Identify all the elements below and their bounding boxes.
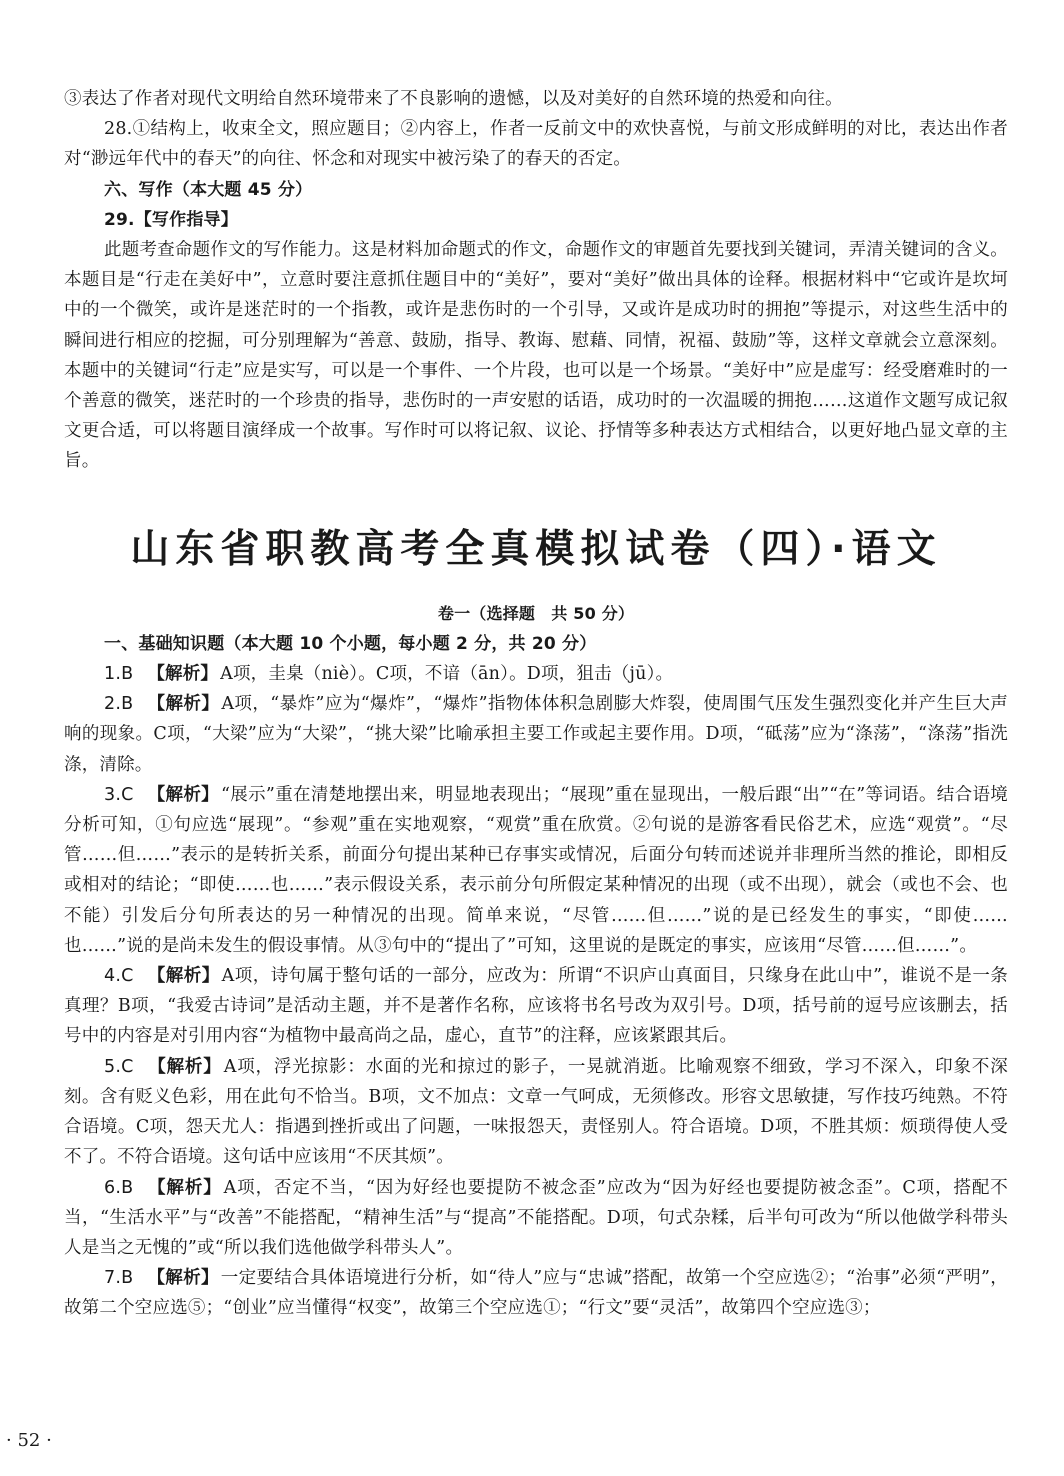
answer-number: 2.B [104, 694, 134, 715]
answer-number: 6.B [104, 1177, 134, 1198]
answer-item [64, 961, 1008, 1052]
answer-item [64, 1052, 1008, 1173]
answer-text: A项，“暴炸”应为“爆炸”，“爆炸”指物体体积急剧膨大炸裂，使周围气压发生强烈变化并产生巨大声响的现象。C项，“大梁”应为“大梁”，“挑大梁”比喻承担主要工作或起主要作用。D项，“砥荡”应为“涤荡”，“涤荡”指洗涤，清除。 [64, 694, 1008, 775]
answer-text: A项，诗句属于整句话的一部分，应改为：所谓“不识庐山真面目，只缘身在此山中”，谁说不是一条真理？B项，“我爱古诗词”是活动主题，并不是著作名称，应该将书名号改为双引号。D项，括号前的逗号应该删去，括号中的内容是对引用内容“为植物中最高尚之品，虚心，直节”的注释，应该紧跟其后。 [64, 966, 1008, 1047]
analysis-tag: 【解析】 [147, 694, 220, 715]
analysis-tag: 【解析】 [147, 664, 219, 685]
answer-item [64, 659, 1008, 689]
section-1-heading: 一、基础知识题（本大题 10 个小题，每小题 2 分，共 20 分） [104, 633, 597, 654]
answer-text: 一定要结合具体语境进行分析，如“待人”应与“忠诚”搭配，故第一个空应选②；“治事”必须“严明”，故第二个空应选⑤；“创业”应当懂得“权变”，故第三个空应选①；“行文”要“灵活”，故第四个空应选③； [64, 1268, 1008, 1319]
answer-28: 28.①结构上，收束全文，照应题目；②内容上，作者一反前文中的欢快喜悦，与前文形成鲜明的对比，表达出作者对“渺远年代中的春天”的向往、怀念和对现实中被污染了的春天的否定。 [64, 119, 1008, 170]
answer-item [64, 1173, 1008, 1264]
answer-27-part3: ③表达了作者对现代文明给自然环境带来了不良影响的遗憾，以及对美好的自然环境的热爱和向往。 [64, 89, 843, 109]
page-number: · 52 · [6, 1430, 52, 1451]
answer-item [64, 1263, 1008, 1323]
exam-title: 山东省职教高考全真模拟试卷（四）·语文 [130, 526, 942, 572]
answer-number: 3.C [104, 784, 134, 805]
analysis-tag: 【解析】 [147, 1268, 219, 1289]
analysis-tag: 【解析】 [147, 1056, 222, 1077]
answer-number: 1.B [104, 664, 134, 685]
answer-number: 7.B [104, 1268, 134, 1289]
answer-item [64, 689, 1008, 780]
analysis-tag: 【解析】 [147, 784, 219, 805]
answer-text: “展示”重在清楚地摆出来，明显地表现出；“展现”重在显现出，一般后跟“出”“在”等词语。结合语境分析可知，①句应选“展现”。“参观”重在实地观察，“观赏”重在欣赏。②句说的是游客看民俗艺术，应选“观赏”。“尽管……但……”表示的是转折关系，前面分句提出某种已存事实或情况，后面分句转而述说并非理所当然的推论，即相反或相对的结论；“即使……也……”表示假设关系，表示前分句所假定某种情况的出现（或不出现），就会（或也不会、也不能）引发后分句所表达的另一种情况的出现。简单来说，“尽管……但……”说的是已经发生的事实，“即使……也……”说的是尚未发生的假设事情。从③句中的“提出了”可知，这里说的是既定的事实，应该用“尽管……但……”。 [64, 784, 1008, 956]
answer-text: A项，圭臬（niè）。C项，不谙（ān）。D项，狙击（jū）。 [220, 664, 674, 685]
analysis-tag: 【解析】 [147, 966, 220, 987]
answer-number: 5.C [104, 1056, 134, 1077]
page-content [64, 84, 1008, 1324]
answer-text: A项，否定不当，“因为好经也要提防不被念歪”应改为“因为好经也要提防被念歪”。C项，搭配不当，“生活水平”与“改善”不能搭配，“精神生活”与“提高”不能搭配。D项，句式杂糅，后半句可改为“所以他做学科带头人是当之无愧的”或“所以我们选他做学科带头人”。 [64, 1177, 1008, 1258]
volume-heading: 卷一（选择题 共 50 分） [437, 603, 635, 623]
analysis-tag: 【解析】 [147, 1177, 222, 1198]
section-6-heading: 六、写作（本大题 45 分） [104, 179, 313, 200]
answer-number: 4.C [104, 966, 134, 987]
answer-item [64, 780, 1008, 961]
question-29-guidance: 此题考查命题作文的写作能力。这是材料加命题式的作文，命题作文的审题首先要找到关键词，弄清关键词的含义。本题目是“行走在美好中”，立意时要注意抓住题目中的“美好”，要对“美好”做出具体的诠释。根据材料中“它或许是坎坷中的一个微笑，或许是迷茫时的一个指教，或许是悲伤时的一个引导，又或许是成功时的拥抱”等提示，对这些生活中的瞬间进行相应的挖掘，可分别理解为“善意、鼓励，指导、教诲、慰藉、同情，祝福、鼓励”等，这样文章就会立意深刻。本题中的关键词“行走”应是实写，可以是一个事件、一个片段，也可以是一个场景。“美好中”应是虚写：经受磨难时的一个善意的微笑，迷茫时的一个珍贵的指导，悲伤时的一声安慰的话语，成功时的一次温暖的拥抱……这道作文题写成记叙文更合适，可以将题目演绎成一个故事。写作时可以将记叙、议论、抒情等多种表达方式相结合，以更好地凸显文章的主旨。 [64, 240, 1008, 472]
question-29-heading: 29.【写作指导】 [104, 209, 238, 230]
answer-text: A项，浮光掠影：水面的光和掠过的影子，一晃就消逝。比喻观察不细致，学习不深入，印象不深刻。含有贬义色彩，用在此句不恰当。B项，文不加点：文章一气呵成，无须修改。形容文思敏捷，写作技巧纯熟。不符合语境。C项，怨天尤人：指遇到挫折或出了问题，一味报怨天，责怪别人。符合语境。D项，不胜其烦：烦琐得使人受不了。不符合语境。这句话中应该用“不厌其烦”。 [64, 1056, 1008, 1168]
